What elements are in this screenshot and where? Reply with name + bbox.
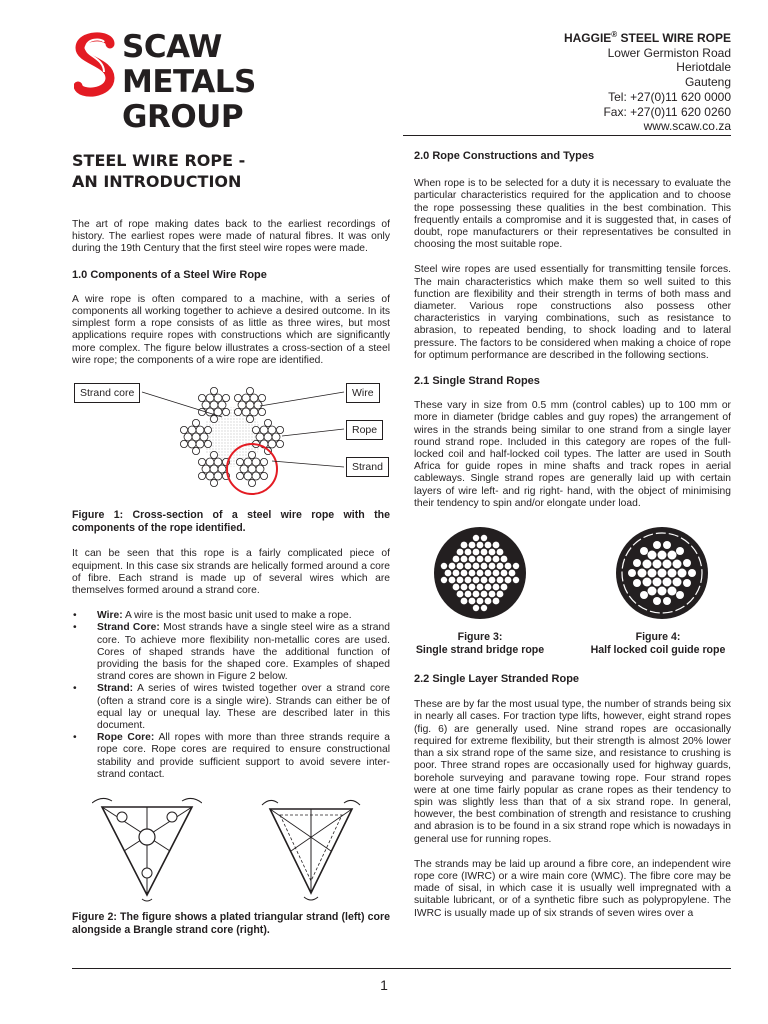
label-rope: Rope [346, 420, 383, 440]
title-line-1: STEEL WIRE ROPE - [72, 151, 246, 170]
footer-rule [72, 968, 731, 969]
title-line-2: AN INTRODUCTION [72, 172, 242, 191]
left-column [72, 150, 390, 938]
intro-paragraph: The art of rope making dates back to the earliest recordings of history. The earliest ropes were made of natural fibres. It was only during the 19th Century that the first steel wire ropes were made. [72, 219, 390, 255]
figure-2-caption: Figure 2: The figure shows a plated triangular strand (left) core alongside a Brangle strand core (right). [72, 911, 390, 937]
address-line-2: Heriotdale [676, 60, 731, 75]
figure-1-cross-section [72, 379, 390, 501]
contact-brand [471, 28, 731, 46]
label-strand-core: Strand core [74, 383, 140, 403]
stranded-rope-paragraph: These are by far the most usual type, the number of strands being six in nearly all cases. For traction type lifts, however, eight strand ropes (fig. 6) are generally used. Nine strand ropes are occasionally required for extreme flexibility, but their strength is almost 20% lower than a six strand rope of the same size, and resistance to crushing is poor. Three strand ropes are occasionally used for highway guards, borehole surveying and paravane towing rope. Four strand ropes were at one time fairly popular as crane ropes as their tendency to spin was slightly less than that of a six strand rope. In general, however, the best combination of strength and resistance to crushing and abrasion is to be found in a six strand rope which is nowadays in general use for running ropes. [414, 699, 731, 845]
header-rule [403, 135, 731, 136]
figure-3-number: Figure 3: [457, 631, 503, 644]
half-locked-coil-rope-icon [612, 523, 712, 623]
logo-line-1: SCAW METALS [122, 29, 256, 100]
list-item-rope-core [72, 732, 390, 781]
registered-mark: ® [611, 30, 618, 39]
contact-web: www.scaw.co.za [643, 119, 731, 134]
page-number: 1 [380, 977, 388, 993]
list-term: Rope Core: [97, 732, 155, 744]
contact-tel: Tel: +27(0)11 620 0000 [608, 89, 731, 104]
core-paragraph: The strands may be laid up around a fibre core, an independent wire rope core (IWRC) or a wire main core (WMC). The fibre core may be made of sisal, in which case it is usually well impregnated with a suitable lubricant, or of a synthetic fibre such as polypropylene. The IWRC is usually made up of six strands of seven wires over a [414, 858, 731, 919]
section-heading-2-1: 2.1 Single Strand Ropes [414, 375, 540, 388]
brand-name: HAGGIE [563, 31, 612, 45]
section-heading-1: 1.0 Components of a Steel Wire Rope [72, 268, 267, 281]
list-item-strand [72, 683, 390, 732]
list-text: A series of wires twisted together over a strand core (often a strand core is a single wire). Strands can either be of equal lay or unequal lay. These are described later in this document. [97, 683, 390, 732]
list-text: All ropes with more than three strands require a rope core. Rope cores are required to ensure constructional stability and provide sufficient support to avoid severe inter-strand contact. [97, 732, 390, 780]
page-title [72, 150, 390, 192]
components-paragraph: A wire rope is often compared to a machine, with a series of components all working together to achieve a desired outcome. In its simplest form a rope consists of as little as three wires, but most applications require ropes with constructions which are significantly more complex. The figure below illustrates a cross-section of a steel wire rope; the components of a wire rope are identified. [72, 293, 390, 366]
logo-line-2: GROUP [122, 99, 244, 135]
right-column [414, 150, 731, 933]
label-wire: Wire [346, 383, 380, 403]
list-term: Strand Core: [97, 622, 160, 634]
single-strand-paragraph: These vary in size from 0.5 mm (control cables) up to 100 mm or more in diameter (bridge cables and guy ropes) the arrangement of wires in the strands being similar to one strand from a single layer round strand rope. Included in this category are ropes of the full-locked coil and half-locked coil types. The latter are used in South Africa for guide ropes in mine shafts and track ropes in aerial cableways. Single strand ropes are generally laid up with certain layers of wire left- and rig right- hand, with the object of minimising their tendency to spin and/or elongate under load. [414, 400, 731, 509]
characteristics-paragraph: Steel wire ropes are used essentially for transmitting tensile forces. The main characteristics which make them so well suited to this function are flexibility and their strength in terms of both mass and diameter. Various rope constructions also possess other characteristics in varying combinations, such as resistance to abrasion, to repeated bending, to shock loading and to lateral pressure. The factors to be considered when making a choice of rope for optimum performance are described in the following sections. [414, 264, 731, 361]
address-line-1: Lower Germiston Road [607, 45, 731, 60]
list-item-wire [72, 610, 390, 622]
company-logo [74, 29, 364, 135]
list-text: A wire is the most basic unit used to make a rope. [122, 610, 352, 622]
list-term: Strand: [97, 683, 134, 695]
figure-4-text: Half locked coil guide rope [590, 644, 726, 657]
list-term: Wire: [97, 610, 123, 622]
contact-fax: Fax: +27(0)11 620 0260 [603, 104, 731, 119]
figures-3-and-4 [414, 523, 731, 663]
address-line-3: Gauteng [684, 75, 731, 90]
figure-4-number: Figure 4: [635, 631, 681, 644]
single-strand-bridge-rope-icon [430, 523, 530, 623]
figure-3-text: Single strand bridge rope [415, 644, 545, 657]
figure-2-strand-cores [72, 795, 390, 903]
section-heading-2: 2.0 Rope Constructions and Types [414, 150, 595, 162]
figure-4-caption [582, 631, 734, 657]
brand-product: STEEL WIRE ROPE [617, 31, 731, 45]
list-text: Most strands have a single steel wire as a strand core. To achieve more flexibility non-metallic cores are used. Cores of shaped strands have the additional function of providing the basis for the shaped core. Examples of shaped strand cores are shown in Figure 2 below. [97, 622, 390, 683]
label-strand: Strand [346, 457, 389, 477]
strands-paragraph: It can be seen that this rope is a fairly complicated piece of equipment. In this case six strands are helically formed around a core of fibre. Each strand is made up of several wires which are themselves formed around a strand core. [72, 548, 390, 597]
logo-wordmark [122, 30, 364, 135]
triangular-strand-core-icon [92, 795, 202, 903]
figure-1-caption: Figure 1: Cross-section of a steel wire rope with the components of the rope identified. [72, 509, 390, 535]
section-heading-2-2: 2.2 Single Layer Stranded Rope [414, 673, 580, 686]
selection-paragraph: When rope is to be selected for a duty it is necessary to evaluate the particular characteristics required for the application and to choose the rope possessing these qualities in the best combination. This frequently entails a compromise and it is suggested that, in cases of doubt, rope manufacturers or their representatives be consulted in choosing the most suitable rope. [414, 178, 731, 251]
contact-block [471, 28, 731, 134]
components-list [72, 610, 390, 781]
figure-3-caption [414, 631, 546, 657]
brangle-strand-core-icon [256, 795, 366, 903]
list-item-strand-core [72, 622, 390, 683]
scaw-s-logo-icon [74, 32, 116, 102]
